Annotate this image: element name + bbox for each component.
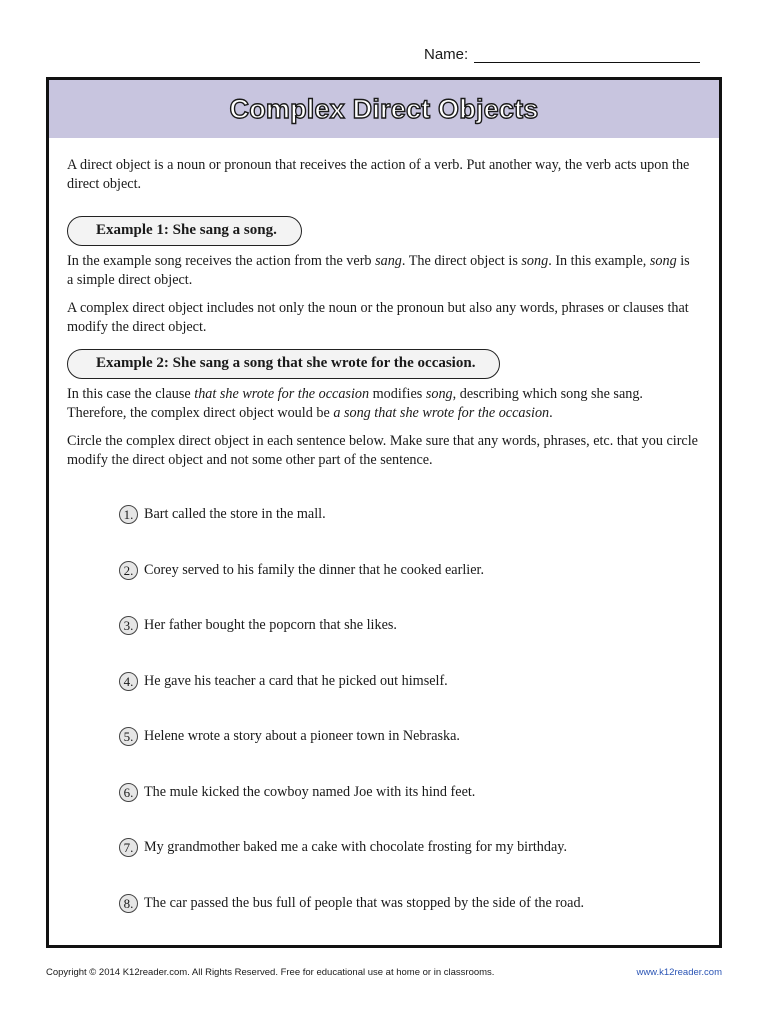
example-1-explanation (67, 252, 699, 290)
worksheet-frame (46, 77, 722, 948)
example-1-label: Example 1: She sang a song. (67, 216, 302, 246)
italic-term: that she wrote for the occasion (194, 386, 370, 402)
name-field (424, 46, 700, 63)
question-item (119, 543, 699, 599)
question-sentence: He gave his teacher a card that he picked out himself. (144, 672, 448, 689)
italic-term: song (521, 253, 549, 269)
question-item (119, 820, 699, 876)
question-sentence: Bart called the store in the mall. (144, 506, 326, 523)
page-footer (46, 967, 722, 978)
text-run: is a simple direct object. (67, 253, 690, 288)
text-run: In the example song receives the action from the verb (67, 253, 376, 269)
question-item (119, 654, 699, 710)
italic-term: song (425, 386, 453, 402)
text-run: . In this example, (548, 253, 650, 269)
instructions-paragraph: Circle the complex direct object in each sentence below. Make sure that any words, phrases, etc. that you circle modify the direct object and not some other part of the sentence. (67, 433, 698, 468)
question-item (119, 598, 699, 654)
question-sentence: Helene wrote a story about a pioneer town in Nebraska. (144, 728, 460, 745)
text-run: , describing which song she sang. Therefore, the complex direct object would be (67, 386, 643, 421)
name-blank-line (474, 46, 700, 63)
question-item (119, 487, 699, 543)
italic-term: a song that she wrote for the occasion (333, 405, 550, 421)
question-number-badge: 1. (119, 505, 138, 524)
question-sentence: The mule kicked the cowboy named Joe with its hind feet. (144, 783, 476, 800)
name-label: Name: (424, 46, 469, 63)
question-number-badge: 8. (119, 894, 138, 913)
site-link[interactable]: www.k12reader.com (636, 967, 722, 978)
intro-paragraph: A direct object is a noun or pronoun that receives the action of a verb. Put another way, the verb acts upon the direct object. (67, 157, 690, 192)
question-item (119, 765, 699, 821)
worksheet-title: Complex Direct Objects (229, 93, 539, 124)
question-sentence: My grandmother baked me a cake with chocolate frosting for my birthday. (144, 839, 567, 856)
question-number-badge: 7. (119, 838, 138, 857)
text-run: modifies (369, 386, 426, 402)
question-sentence: Corey served to his family the dinner that he cooked earlier. (144, 561, 484, 578)
question-sentence: Her father bought the popcorn that she likes. (144, 617, 397, 634)
question-item (119, 876, 699, 932)
copyright-notice: Copyright © 2014 K12reader.com. All Rights Reserved. Free for educational use at home or in classrooms. (46, 967, 495, 978)
question-number-badge: 2. (119, 561, 138, 580)
question-sentence: The car passed the bus full of people that was stopped by the side of the road. (144, 894, 585, 911)
example-2-explanation (67, 385, 699, 423)
complex-object-definition: A complex direct object includes not only the noun or the pronoun but also any words, phrases or clauses that modify the direct object. (67, 300, 689, 335)
question-number-badge: 3. (119, 616, 138, 635)
italic-term: song (649, 253, 677, 269)
worksheet-content (49, 138, 719, 931)
text-run: . The direct object is (401, 253, 522, 269)
text-run: In this case the clause (67, 386, 195, 402)
question-number-badge: 5. (119, 727, 138, 746)
text-run: . (549, 405, 553, 421)
question-item (119, 709, 699, 765)
italic-term: sang (375, 253, 402, 269)
title-bar (49, 80, 719, 138)
question-list (67, 487, 699, 931)
question-number-badge: 4. (119, 672, 138, 691)
example-2-label: Example 2: She sang a song that she wrote for the occasion. (67, 349, 500, 379)
question-number-badge: 6. (119, 783, 138, 802)
example-1-wrap (67, 216, 699, 246)
example-2-wrap (67, 349, 699, 379)
